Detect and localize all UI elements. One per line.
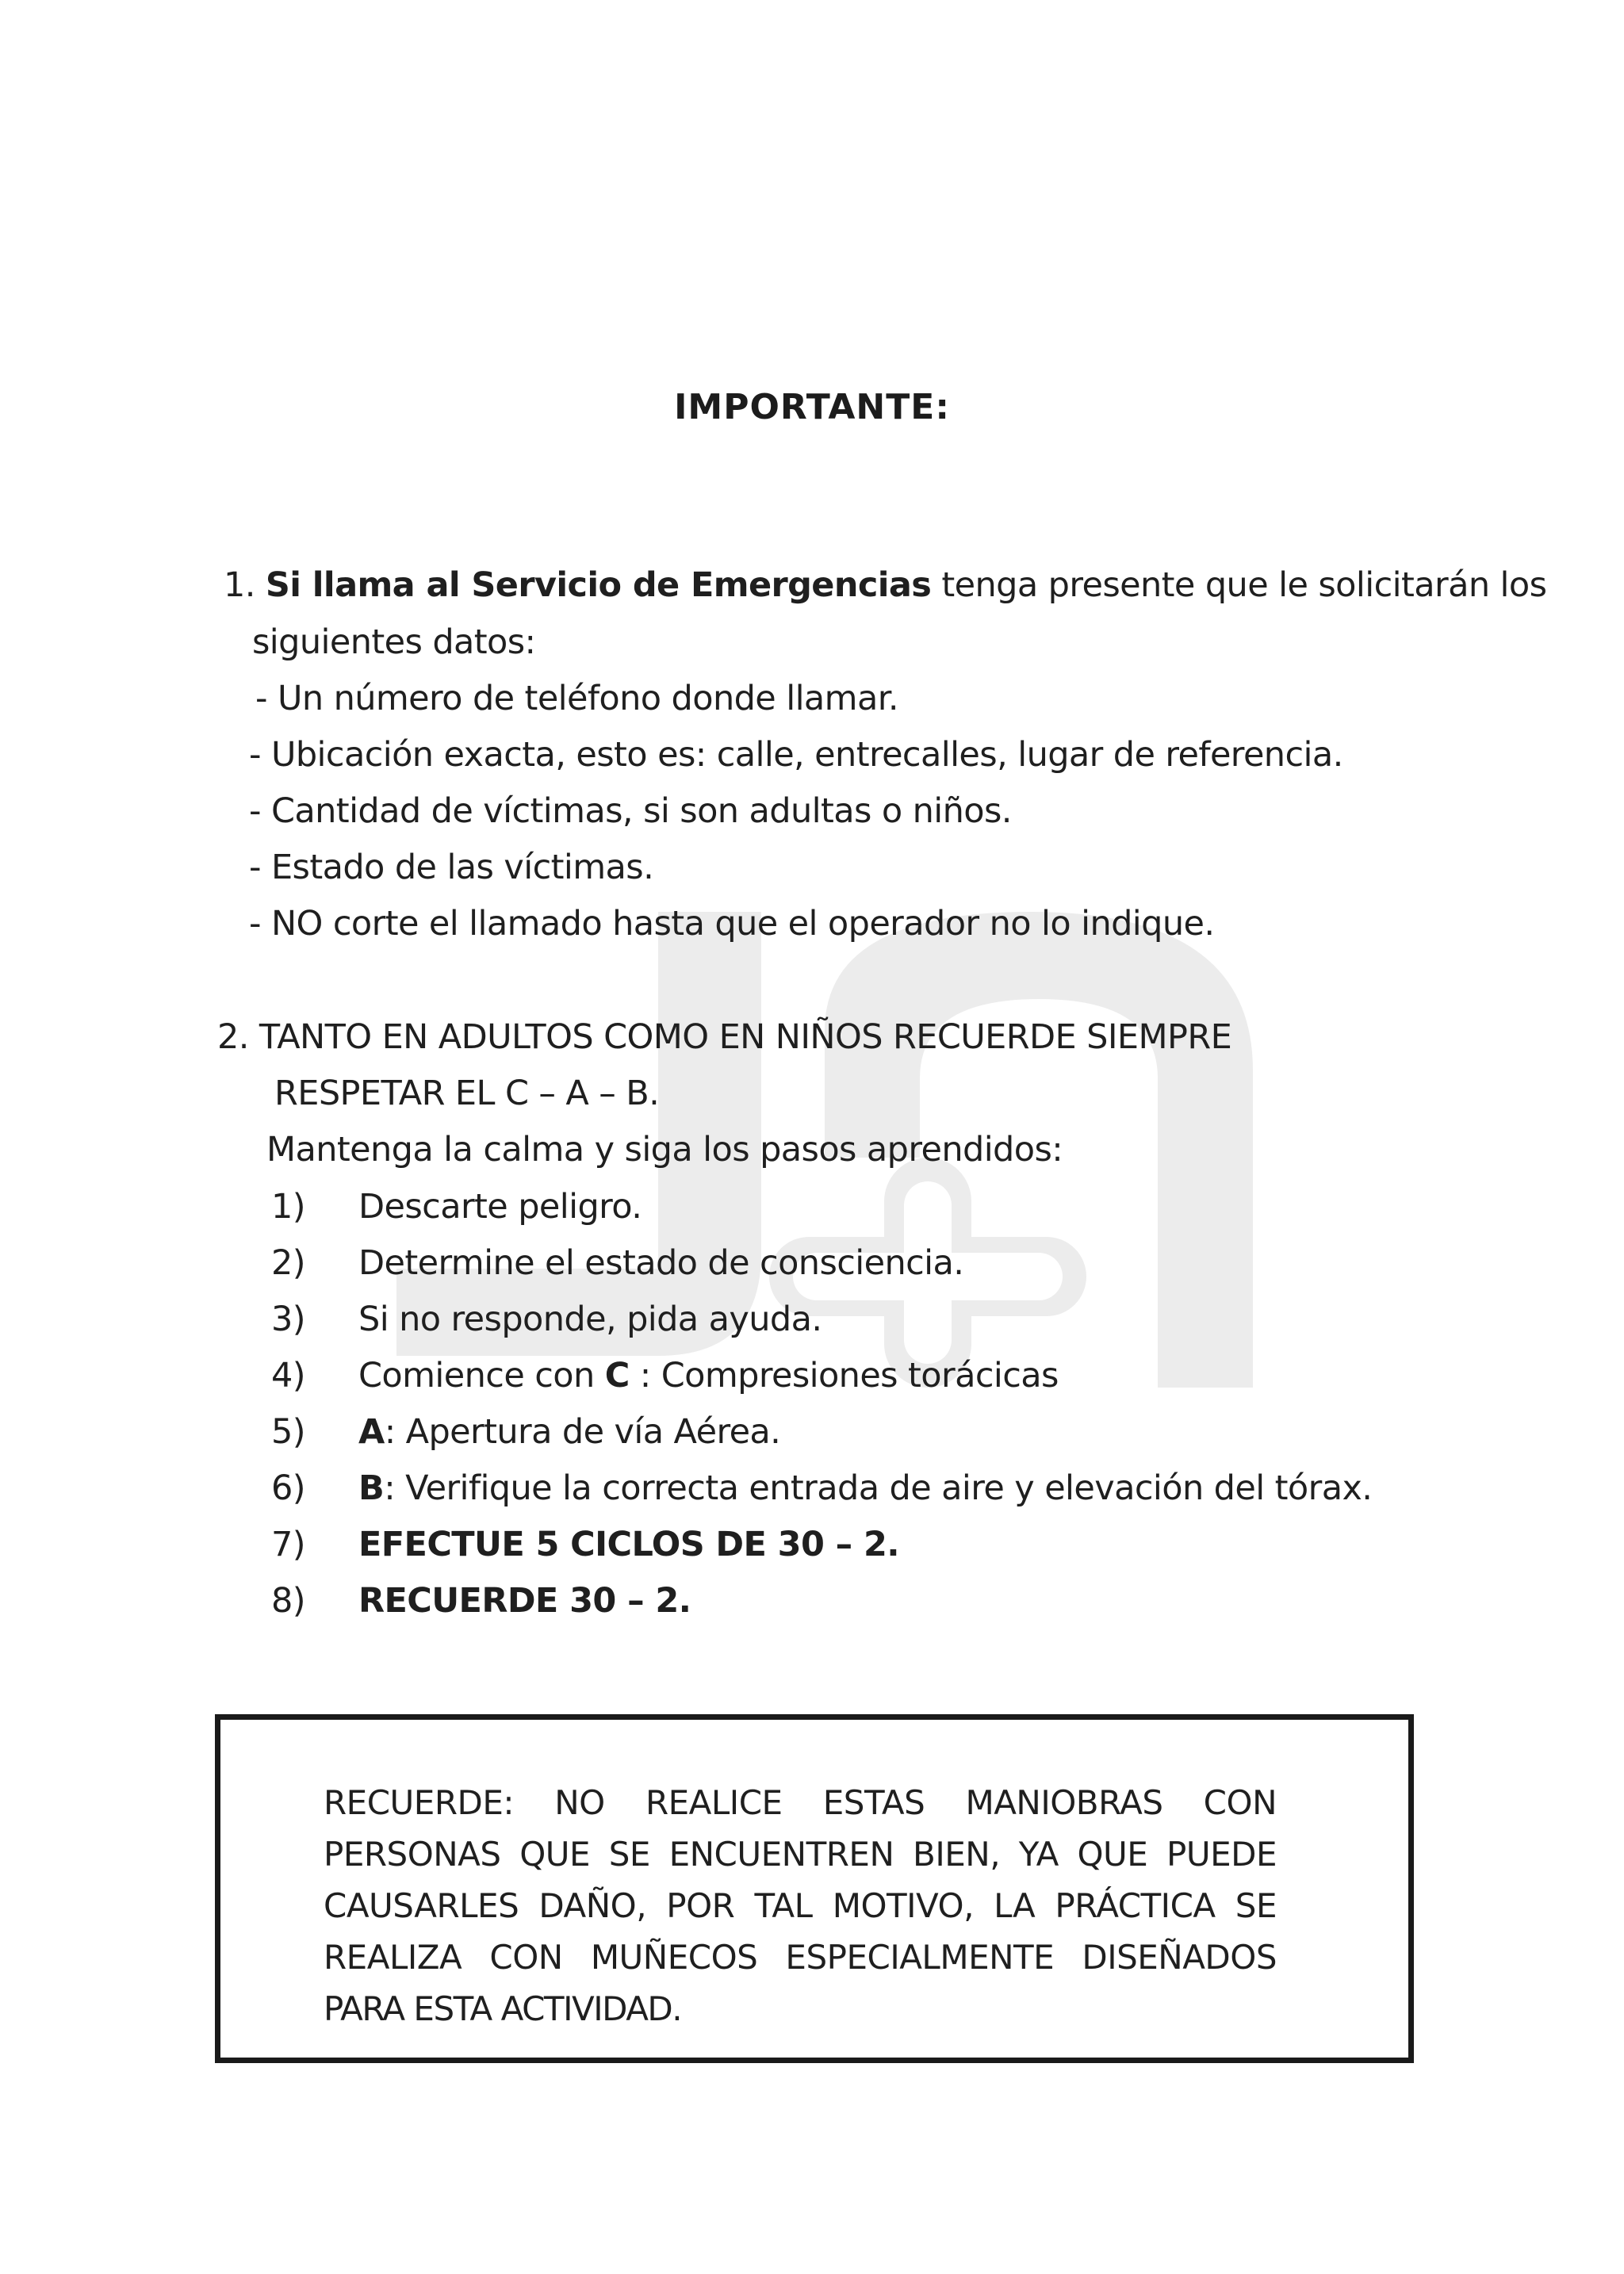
notice-line: CAUSARLES DAÑO, POR TAL MOTIVO, LA PRÁCTICA SE	[324, 1886, 1277, 1925]
step-item	[271, 1412, 780, 1452]
notice-line: PARA ESTA ACTIVIDAD.	[324, 1989, 682, 2028]
section1-lead-rest: tenga presente que le solicitarán los	[931, 565, 1547, 605]
step-key: C	[604, 1356, 630, 1395]
step-number: 7)	[271, 1525, 305, 1564]
section1-lead	[224, 565, 1547, 605]
step-text-pre: Comience con	[358, 1356, 605, 1395]
step-item	[271, 1468, 1372, 1508]
notice-line1: NO REALICE ESTAS MANIOBRAS CON	[554, 1783, 1277, 1822]
notice-box	[215, 1714, 1414, 2063]
cab-sequence: C – A – B	[504, 1074, 649, 1113]
section1-item: - Un número de teléfono donde llamar.	[255, 679, 898, 718]
step-item	[271, 1187, 642, 1227]
notice-line: PERSONAS QUE SE ENCUENTREN BIEN, YA QUE PUEDE	[324, 1835, 1277, 1874]
section2-heading: 2. TANTO EN ADULTOS COMO EN NIÑOS RECUERDE SIEMPRE	[217, 1017, 1232, 1057]
step-text: Si no responde, pida ayuda.	[358, 1300, 822, 1339]
section1-item: - NO corte el llamado hasta que el operador no lo indique.	[249, 904, 1215, 944]
step-number: 1)	[271, 1187, 305, 1227]
page-title: IMPORTANTE:	[674, 387, 950, 427]
respetar-prefix: RESPETAR EL	[274, 1074, 505, 1113]
section2-respetar	[274, 1074, 659, 1113]
step-item	[271, 1300, 822, 1339]
step-number: 8)	[271, 1581, 305, 1621]
step-text: Descarte peligro.	[358, 1187, 642, 1227]
step-item	[271, 1581, 691, 1621]
notice-line	[324, 1783, 1277, 1823]
step-item	[271, 1525, 899, 1564]
section2-intro: Mantenga la calma y siga los pasos aprendidos:	[266, 1130, 1063, 1170]
step-number: 3)	[271, 1300, 305, 1339]
step-number: 6)	[271, 1468, 305, 1508]
step-text: EFECTUE 5 CICLOS DE 30 – 2.	[358, 1525, 900, 1564]
section1-continuation: siguientes datos:	[252, 622, 536, 662]
respetar-suffix: .	[649, 1074, 660, 1113]
step-text: RECUERDE 30 – 2.	[358, 1581, 691, 1621]
step-text-post: : Compresiones torácicas	[629, 1356, 1059, 1395]
section1-item: - Estado de las víctimas.	[249, 848, 654, 887]
section1-item: - Ubicación exacta, esto es: calle, entrecalles, lugar de referencia.	[249, 735, 1343, 775]
notice-line: REALIZA CON MUÑECOS ESPECIALMENTE DISEÑADOS	[324, 1938, 1277, 1977]
step-number: 4)	[271, 1356, 305, 1395]
step-item	[271, 1243, 963, 1283]
notice-label: RECUERDE:	[324, 1783, 515, 1822]
step-text: Determine el estado de consciencia.	[358, 1243, 964, 1283]
step-key: B	[358, 1468, 385, 1508]
step-item	[271, 1356, 1059, 1395]
step-text-post: : Verifique la correcta entrada de aire y elevación del tórax.	[384, 1468, 1373, 1508]
step-number: 2)	[271, 1243, 305, 1283]
section1-item: - Cantidad de víctimas, si son adultas o niños.	[249, 791, 1012, 831]
step-key: A	[358, 1412, 385, 1452]
section1-number: 1.	[224, 565, 255, 605]
step-number: 5)	[271, 1412, 305, 1452]
section1-bold-lead: Si llama al Servicio de Emergencias	[265, 565, 932, 605]
step-text-post: : Apertura de vía Aérea.	[384, 1412, 781, 1452]
